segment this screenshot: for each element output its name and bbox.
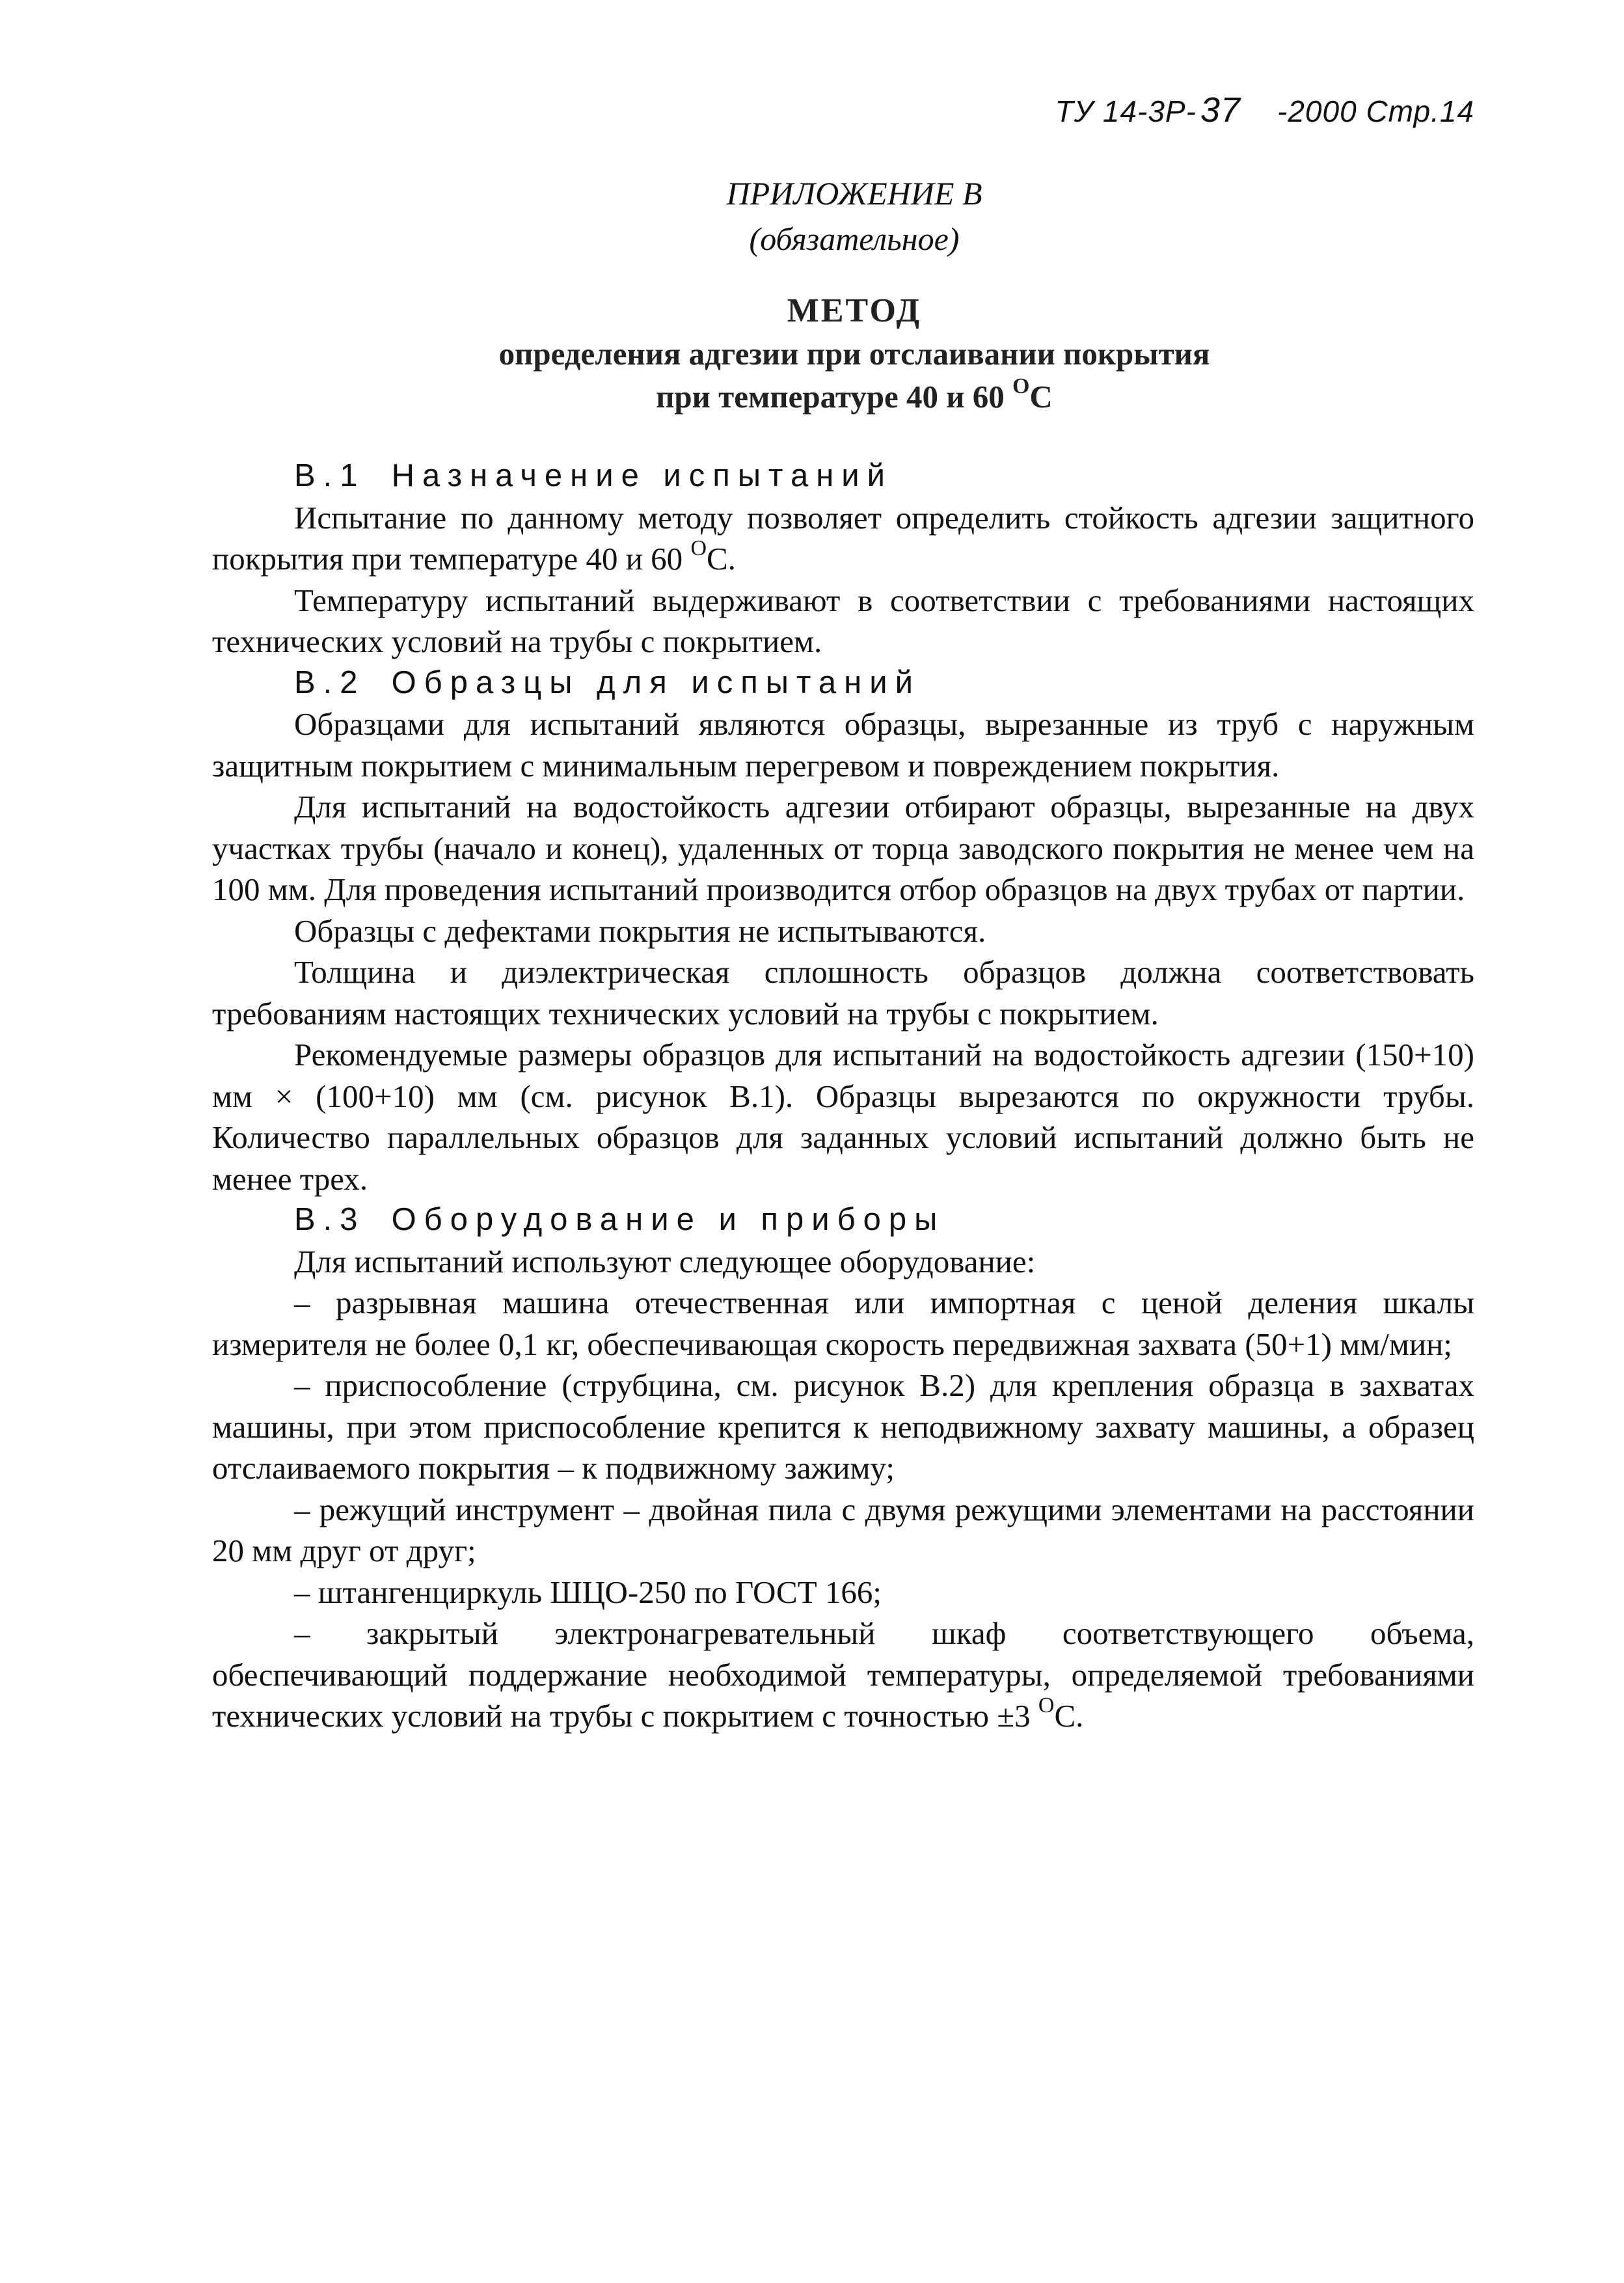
paragraph: Для испытаний на водостойкость адгезии отбирают образцы, вырезанные на двух участках трубы (начало и конец), удаленных от торца заводского покрытия не менее чем на 100 мм. Для проведения испытаний производится отбор образцов на двух трубах от партии.	[212, 789, 1474, 907]
method-unit: С	[1029, 379, 1053, 415]
paragraph: Температуру испытаний выдерживают в соответствии с требованиями настоящих технических условий на трубы с покрытием.	[212, 582, 1474, 659]
list-item: – закрытый электронагревательный шкаф соответствующего объема, обеспечивающий поддержание необходимой температуры, определяемой требованиями технических условий на трубы с покрытием с точностью ±3 $^О$С.	[212, 1615, 1474, 1734]
list-item: – штангенциркуль ШЦО-250 по ГОСТ 166;	[294, 1574, 882, 1610]
section-number: В.2	[294, 664, 366, 700]
paragraph: Толщина и диэлектрическая сплошность образцов должна соответствовать требованиям настоящих технических условий на трубы с покрытием.	[212, 954, 1474, 1032]
section-title: Оборудование и приборы	[391, 1202, 945, 1237]
section-heading	[212, 1199, 1474, 1241]
paragraph: Для испытаний используют следующее оборудование:	[294, 1243, 1036, 1279]
spec-code: ТУ 14-3Р-	[1055, 94, 1197, 128]
annex-heading	[0, 171, 1624, 262]
page-header	[1055, 90, 1474, 130]
spec-year: -2000	[1277, 94, 1357, 128]
section-heading	[212, 456, 1474, 497]
method-title: МЕТОД	[787, 292, 922, 329]
method-line-2-text: при температуре 40 и 60	[656, 379, 1005, 415]
list-item: – приспособление (струбцина, см. рисунок В.2) для крепления образца в захватах машины, при этом приспособление крепится к неподвижному захвату машины, а образец отслаиваемого покрытия – к подвижному зажиму;	[212, 1367, 1474, 1486]
section-number: В.1	[294, 458, 366, 493]
method-line-1: определения адгезии при отслаивании покрытия	[498, 336, 1210, 372]
paragraph: Испытание по данному методу позволяет определить стойкость адгезии защитного покрытия при температуре 40 и 60 $^О$С.	[212, 499, 1474, 577]
annex-title: ПРИЛОЖЕНИЕ В	[726, 175, 982, 212]
list-item: – режущий инструмент – двойная пила с двумя режущими элементами на расстоянии 20 мм друг от друг;	[212, 1491, 1474, 1568]
annex-subtitle: (обязательное)	[749, 221, 960, 257]
page-number: Стр.14	[1366, 94, 1474, 128]
method-degree-sup: О	[1012, 374, 1030, 398]
section-title: Назначение испытаний	[391, 458, 893, 493]
method-heading	[0, 290, 1624, 418]
paragraph: Образцы с дефектами покрытия не испытываются.	[294, 912, 986, 949]
handwritten-number: 37	[1200, 90, 1241, 130]
list-item: – разрывная машина отечественная или импортная с ценой деления шкалы измерителя не более 0,1 кг, обеспечивающая скорость передвижная захвата (50+1) мм/мин;	[212, 1285, 1474, 1362]
method-line-2	[85, 376, 1624, 418]
section-heading	[212, 663, 1474, 704]
document-body	[212, 456, 1474, 1737]
section-title: Образцы для испытаний	[391, 664, 921, 700]
section-number: В.3	[294, 1202, 366, 1237]
paragraph: Образцами для испытаний являются образцы, вырезанные из труб с наружным защитным покрытием с минимальным перегревом и повреждением покрытия.	[212, 706, 1474, 784]
paragraph: Рекомендуемые размеры образцов для испытаний на водостойкость адгезии (150+10) мм × (100+10) мм (см. рисунок В.1). Образцы вырезаются по окружности трубы. Количество параллельных образцов для заданных условий испытаний должно быть не менее трех.	[212, 1037, 1474, 1197]
